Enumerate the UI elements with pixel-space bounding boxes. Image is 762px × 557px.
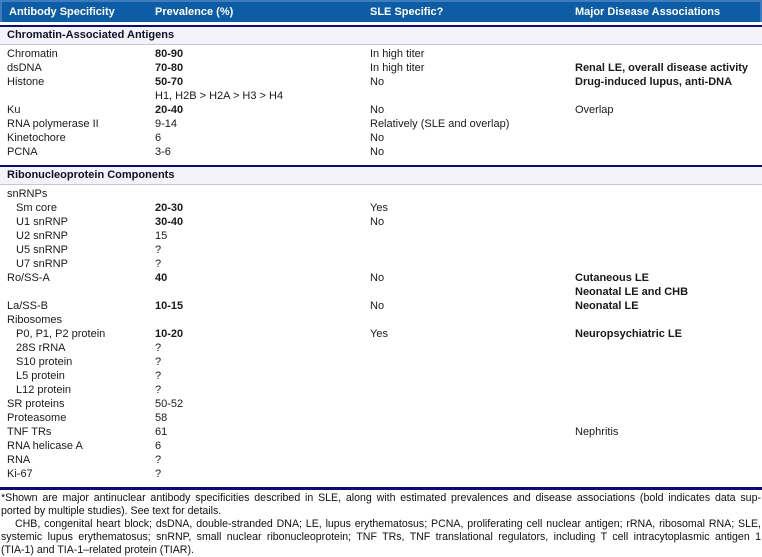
sle-specific-cell	[370, 369, 575, 383]
prevalence-cell: ?	[155, 356, 162, 368]
sle-specific-cell	[370, 411, 575, 425]
association-cell	[575, 75, 762, 89]
prevalence-cell: 20-30	[155, 202, 184, 214]
footnote-abbreviations-line: CHB, congenital heart block; dsDNA, double-stranded DNA; LE, lupus erythematosus; PCNA, proliferating cell nuclear antigen; rRNA, ribosomal RNA; SLE,	[15, 518, 761, 530]
association-text: Nephritis	[575, 426, 619, 438]
table-row	[0, 89, 762, 103]
footnote-line: ported by multiple studies). See text for details.	[1, 505, 222, 517]
antibody-cell: U7 snRNP	[16, 258, 68, 270]
sle-specific-cell: Yes	[370, 328, 388, 340]
table-row	[0, 61, 762, 75]
association-cell	[575, 467, 762, 481]
table-row	[0, 411, 762, 425]
sle-specific-cell	[370, 243, 575, 257]
table-bottom-rule	[0, 487, 762, 490]
prevalence-cell: 80-90	[155, 48, 184, 60]
association-text: Overlap	[575, 104, 614, 116]
association-cell	[575, 243, 762, 257]
antibody-cell: 28S rRNA	[16, 342, 66, 354]
prevalence-cell: H1, H2B > H2A > H3 > H4	[155, 90, 284, 102]
antibody-cell: S10 protein	[16, 356, 73, 368]
association-text: Drug-induced lupus, anti-DNA	[575, 76, 733, 88]
sle-specific-cell: No	[370, 272, 385, 284]
association-cell	[575, 187, 762, 201]
section-title-text: Ribonucleoprotein Components	[7, 169, 175, 181]
footnote-abbreviations-line: systemic lupus erythematosus; snRNP, small nuclear ribonucleoprotein; TNF TRs, TNF translational regulators, including T cell intracytoplasmic antigen 1	[1, 531, 761, 543]
table-row	[0, 369, 762, 383]
sle-specific-cell: In high titer	[370, 48, 425, 60]
table-row	[0, 75, 762, 89]
antibody-cell: Chromatin	[7, 48, 58, 60]
table-row	[0, 131, 762, 145]
association-cell	[575, 103, 762, 117]
prevalence-cell: 10-20	[155, 328, 184, 340]
prevalence-cell: 15	[155, 230, 168, 242]
association-cell	[575, 145, 762, 159]
association-cell	[575, 327, 762, 341]
table-row	[0, 383, 762, 397]
table-row	[0, 257, 762, 271]
column-header-prevalence: Prevalence (%)	[155, 6, 234, 18]
table-row	[0, 299, 762, 313]
sle-specific-cell	[370, 467, 575, 481]
prevalence-cell: 20-40	[155, 104, 184, 116]
association-cell	[575, 271, 762, 299]
table-header-row	[0, 0, 762, 22]
table-row	[0, 313, 762, 327]
association-cell	[575, 383, 762, 397]
sle-specific-cell: No	[370, 76, 385, 88]
prevalence-cell	[155, 313, 370, 327]
association-cell	[575, 257, 762, 271]
antibody-cell: RNA polymerase II	[7, 118, 99, 130]
table-row	[0, 467, 762, 481]
prevalence-cell: 58	[155, 412, 168, 424]
section-rows	[0, 185, 762, 484]
column-header-sle-specific: SLE Specific?	[370, 6, 444, 18]
prevalence-cell: ?	[155, 342, 162, 354]
sle-specific-cell: No	[370, 216, 385, 228]
antibody-cell: Ro/SS-A	[7, 272, 50, 284]
table-row	[0, 327, 762, 341]
footnote-abbreviations-line: (TIA-1) and TIA-1–related protein (TIAR).	[1, 544, 194, 556]
antibody-cell: RNA helicase A	[7, 440, 83, 452]
antibody-cell: SR proteins	[7, 398, 65, 410]
table-row	[0, 453, 762, 467]
antibody-cell	[7, 89, 155, 103]
table-section	[0, 165, 762, 484]
table-row	[0, 271, 762, 299]
antibody-cell: Ku	[7, 104, 21, 116]
association-cell	[575, 229, 762, 243]
footnote-line: *Shown are major antinuclear antibody specificities described in SLE, along with estimated prevalences and disease associations (bold indicates data sup-	[1, 492, 761, 504]
table-row	[0, 439, 762, 453]
table-row	[0, 103, 762, 117]
antibody-cell: PCNA	[7, 146, 38, 158]
prevalence-cell: 70-80	[155, 62, 184, 74]
sle-specific-cell: No	[370, 132, 385, 144]
sle-specific-cell	[370, 453, 575, 467]
antibody-cell: RNA	[7, 454, 31, 466]
prevalence-cell	[155, 187, 370, 201]
sle-specific-cell: No	[370, 300, 385, 312]
antibody-cell: Kinetochore	[7, 132, 66, 144]
sle-specific-cell: No	[370, 146, 385, 158]
table-row	[0, 145, 762, 159]
association-text: Neuropsychiatric LE	[575, 328, 682, 340]
prevalence-cell: 9-14	[155, 118, 178, 130]
table-row	[0, 201, 762, 215]
prevalence-cell: 50-70	[155, 76, 184, 88]
table-row	[0, 397, 762, 411]
sle-specific-cell	[370, 425, 575, 439]
sle-specific-cell: Yes	[370, 202, 388, 214]
table-row	[0, 215, 762, 229]
prevalence-cell: 10-15	[155, 300, 184, 312]
table-row	[0, 187, 762, 201]
antibody-cell: dsDNA	[7, 62, 42, 74]
table-row	[0, 243, 762, 257]
sle-specific-cell: No	[370, 104, 385, 116]
table-row	[0, 425, 762, 439]
association-cell	[575, 439, 762, 453]
prevalence-cell: 6	[155, 440, 162, 452]
association-text: Cutaneous LE	[575, 272, 649, 284]
antibody-cell: Sm core	[16, 202, 57, 214]
association-cell	[575, 61, 762, 75]
sle-specific-cell	[370, 257, 575, 271]
prevalence-cell: 50-52	[155, 398, 184, 410]
prevalence-cell: ?	[155, 244, 162, 256]
antibody-cell: U2 snRNP	[16, 230, 68, 242]
sle-specific-cell	[370, 89, 575, 103]
antibody-cell: Histone	[7, 76, 45, 88]
table-footnote	[0, 492, 762, 557]
association-cell	[575, 215, 762, 229]
section-header	[0, 167, 762, 185]
association-cell	[575, 397, 762, 411]
prevalence-cell: 6	[155, 132, 162, 144]
section-rows	[0, 45, 762, 162]
association-cell	[575, 299, 762, 313]
association-cell	[575, 313, 762, 327]
prevalence-cell: ?	[155, 384, 162, 396]
association-text: Neonatal LE	[575, 300, 639, 312]
sle-specific-cell	[370, 383, 575, 397]
antibody-cell: U5 snRNP	[16, 244, 68, 256]
association-text-line2: Neonatal LE and CHB	[575, 286, 689, 298]
association-cell	[575, 131, 762, 145]
antibody-cell: Ribosomes	[7, 314, 63, 326]
section-header	[0, 27, 762, 45]
antibody-cell: La/SS-B	[7, 300, 48, 312]
antibody-cell: snRNPs	[7, 188, 48, 200]
sle-specific-cell	[370, 439, 575, 453]
association-cell	[575, 47, 762, 61]
association-cell	[575, 411, 762, 425]
table-section	[0, 25, 762, 162]
table-row	[0, 117, 762, 131]
prevalence-cell: ?	[155, 468, 162, 480]
antibody-cell: P0, P1, P2 protein	[16, 328, 106, 340]
prevalence-cell: ?	[155, 258, 162, 270]
prevalence-cell: 30-40	[155, 216, 184, 228]
section-title-text: Chromatin-Associated Antigens	[7, 29, 175, 41]
prevalence-cell: ?	[155, 454, 162, 466]
sle-specific-cell	[370, 341, 575, 355]
association-text: Renal LE, overall disease activity	[575, 62, 749, 74]
prevalence-cell: ?	[155, 370, 162, 382]
table-row	[0, 341, 762, 355]
association-cell	[575, 341, 762, 355]
sle-specific-cell	[370, 187, 575, 201]
association-cell	[575, 201, 762, 215]
association-cell	[575, 355, 762, 369]
table-row	[0, 229, 762, 243]
antibody-cell: Ki-67	[7, 468, 33, 480]
antibody-cell: Proteasome	[7, 412, 67, 424]
association-cell	[575, 425, 762, 439]
column-header-antibody-specificity: Antibody Specificity	[9, 6, 115, 18]
sle-specific-cell: In high titer	[370, 62, 425, 74]
prevalence-cell: 40	[155, 272, 168, 284]
column-header-major-disease-associations: Major Disease Associations	[575, 6, 721, 18]
sle-specific-cell	[370, 397, 575, 411]
antibody-cell: L12 protein	[16, 384, 72, 396]
sle-specific-cell	[370, 229, 575, 243]
table-row	[0, 47, 762, 61]
table-body	[0, 25, 762, 484]
antibody-cell: L5 protein	[16, 370, 65, 382]
association-cell	[575, 369, 762, 383]
sle-specific-cell	[370, 313, 575, 327]
antibody-cell: U1 snRNP	[16, 216, 68, 228]
table-row	[0, 355, 762, 369]
antibody-cell: TNF TRs	[7, 426, 52, 438]
association-cell	[575, 453, 762, 467]
sle-specific-cell: Relatively (SLE and overlap)	[370, 118, 510, 130]
prevalence-cell: 3-6	[155, 146, 171, 158]
sle-specific-cell	[370, 355, 575, 369]
association-cell	[575, 89, 762, 103]
association-cell	[575, 117, 762, 131]
prevalence-cell: 61	[155, 426, 168, 438]
